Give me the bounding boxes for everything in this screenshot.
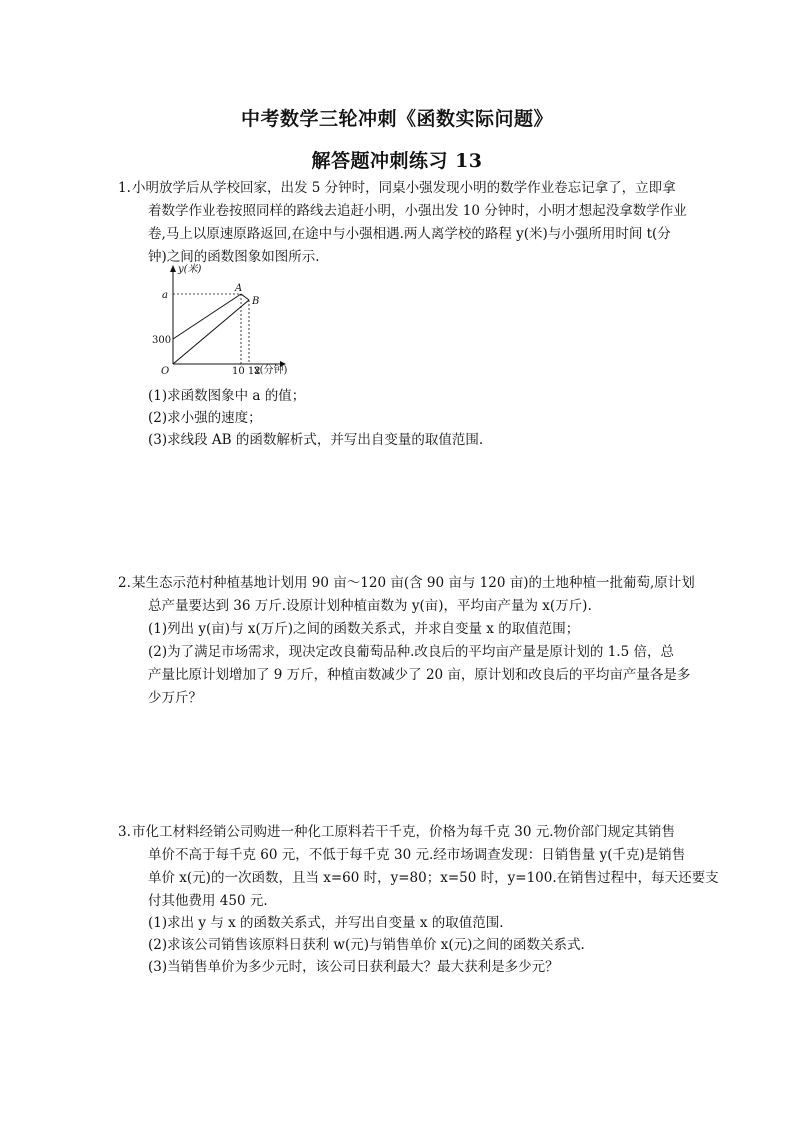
question-text-line: 付其他费用 450 元. [148,893,268,909]
x-tick-labels: 10 12 [232,366,261,377]
sub-question: 少万斤？ [148,690,202,706]
page-subtitle: 解答题冲刺练习 13 [311,150,483,172]
line-xiaoming [173,294,241,339]
question-text-line: 小明放学后从学校回家，出发 5 分钟时，同桌小强发现小明的数学作业卷忘记拿了，立即拿 [132,180,676,196]
origin-label: O [161,366,170,377]
point-b-label: B [252,296,260,307]
sub-question: (2)求该公司销售该原料日获利 w(元)与销售单价 x(元)之间的函数关系式. [148,937,585,953]
question-text-line: 单价不高于每千克 60 元，不低于每千克 30 元.经市场调查发现：日销售量 y(千克)是销售 [148,847,686,863]
sub-question: (3)求线段 AB 的函数解析式，并写出自变量的取值范围. [148,432,484,448]
question-number: 1. [118,180,131,196]
sub-question: (2)求小强的速度； [148,410,262,426]
sub-question: (1)求函数图象中 a 的值； [148,388,306,404]
question-text-line: 单价 x(元)的一次函数，且当 x=60 时，y=80；x=50 时，y=100.在销售过程中，每天还要支 [148,870,719,886]
sub-question: 产量比原计划增加了 9 万斤，种植亩数减少了 20 亩，原计划和改良后的平均亩产量各是多 [148,667,691,683]
question-text-line: 总产量要达到 36 万斤.设原计划种植亩数为 y(亩)，平均亩产量为 x(万斤). [148,598,592,614]
sub-question: (1)求出 y 与 x 的函数关系式，并写出自变量 x 的取值范围. [148,915,504,931]
y-tick-a: a [162,290,168,301]
y-axis-label: y(米) [178,264,202,275]
question-number: 3. [118,824,131,840]
sub-question: (1)列出 y(亩)与 x(万斤)之间的函数关系式，并求自变量 x 的取值范围； [148,621,580,637]
sub-question: (3)当销售单价为多少元时，该公司日获利最大？最大获利是多少元？ [148,959,559,975]
question-text-line: 某生态示范村种植基地计划用 90 亩～120 亩(含 90 亩与 120 亩)的土地种植一批葡萄,原计划 [132,575,695,591]
page-title: 中考数学三轮冲刺《函数实际问题》 [240,108,553,130]
function-graph [148,260,288,378]
y-tick-300: 300 [152,335,172,346]
x-axis-label: x(分钟) [254,365,288,376]
sub-question: (2)为了满足市场需求，现决定改良葡萄品种.改良后的平均亩产量是原计划的 1.5 倍，总 [148,644,674,660]
question-text-line: 卷,马上以原速原路返回,在途中与小强相遇.两人离学校的路程 y(米)与小强所用时间 t(分 [148,226,671,242]
question-text-line: 钟)之间的函数图象如图所示. [148,249,320,265]
question-number: 2. [118,575,131,591]
segment-ab [241,294,249,300]
question-text-line: 市化工材料经销公司购进一种化工原料若干千克，价格为每千克 30 元.物价部门规定其销售 [132,824,676,840]
point-a-label: A [235,283,243,294]
question-text-line: 着数学作业卷按照同样的路线去追赶小明，小强出发 10 分钟时，小明才想起没拿数学作业 [148,203,687,219]
